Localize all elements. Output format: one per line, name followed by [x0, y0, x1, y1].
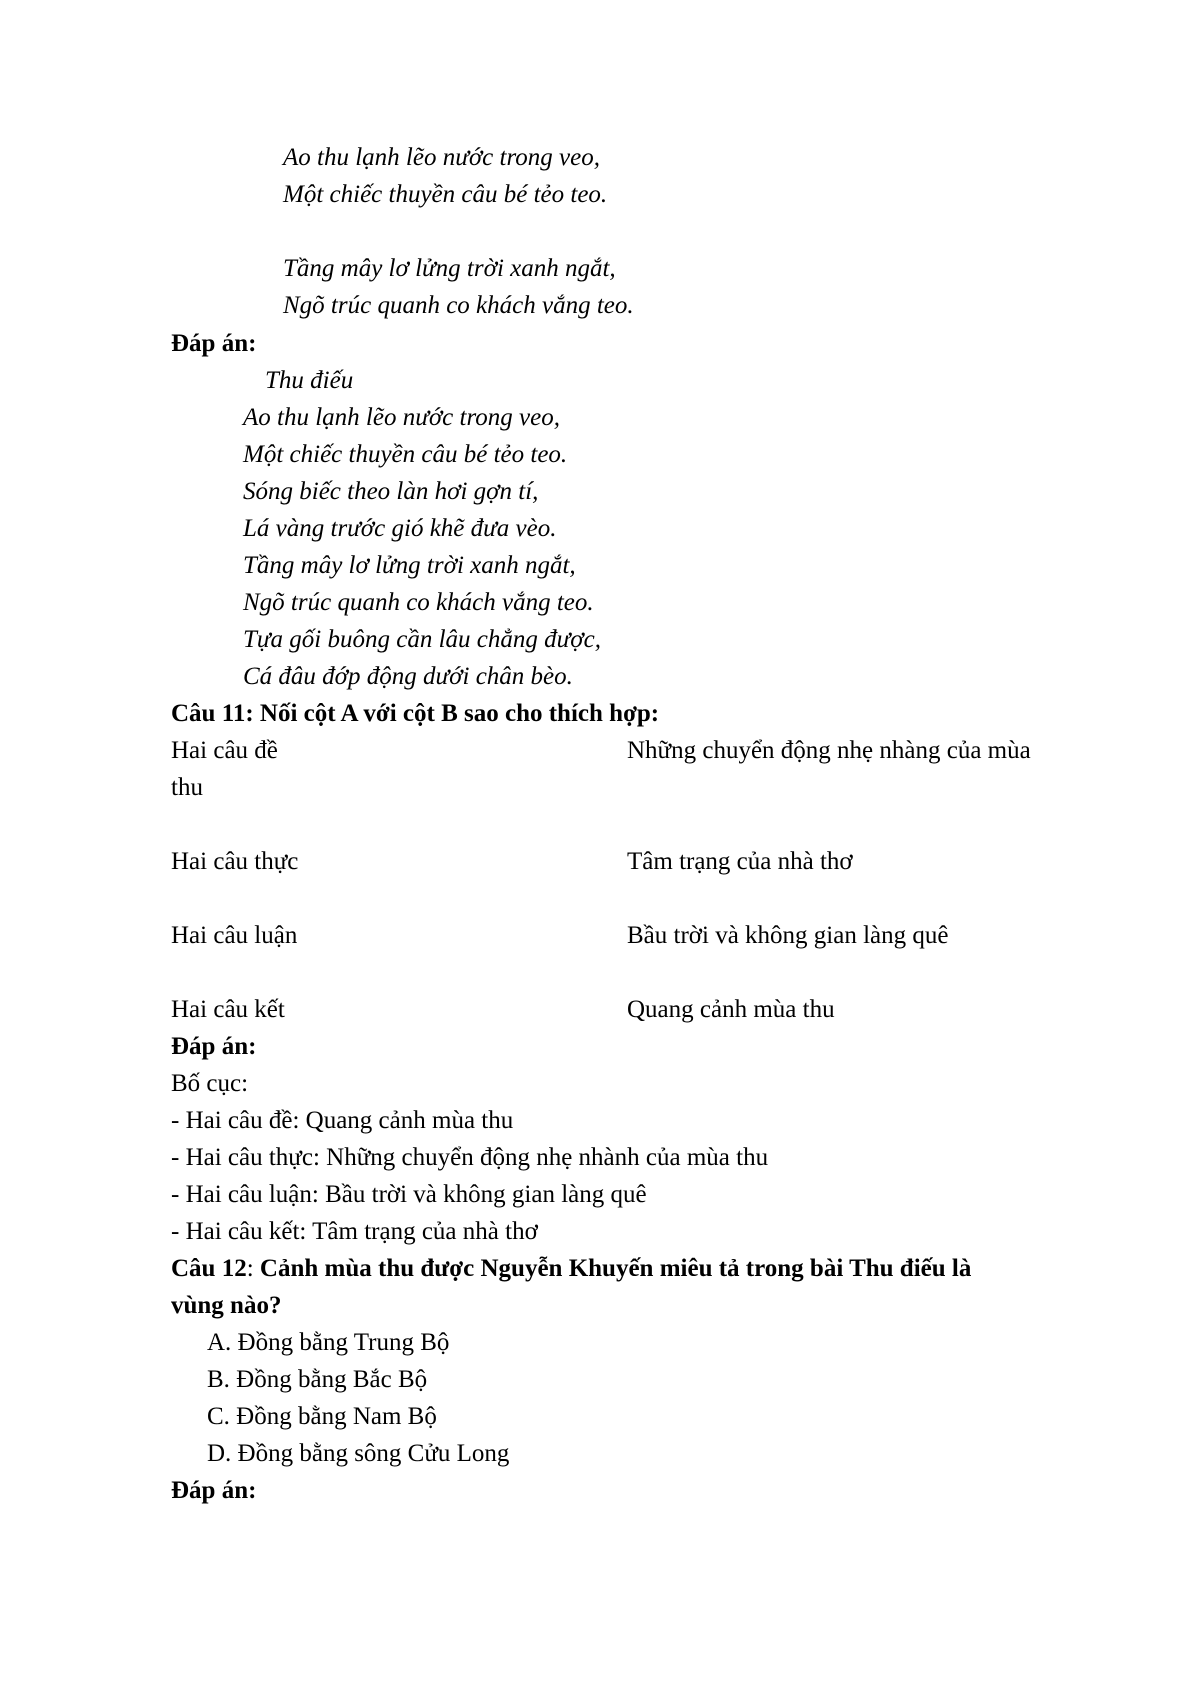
column-b-item: Bầu trời và không gian làng quê: [627, 922, 949, 949]
option-c: C. Đồng bằng Nam Bộ: [207, 1403, 437, 1430]
poem-line: Tầng mây lơ lửng trời xanh ngắt,: [283, 255, 616, 282]
poem-line: Tựa gối buông cần lâu chẳng được,: [243, 626, 601, 653]
answer-label: Đáp án:: [171, 1033, 257, 1060]
column-b-item-wrap: thu: [171, 774, 203, 801]
question-12: [171, 1254, 971, 1284]
answer-item: - Hai câu thực: Những chuyển động nhẹ nhành của mùa thu: [171, 1144, 769, 1171]
poem-line: Ao thu lạnh lẽo nước trong veo,: [283, 144, 600, 171]
question-separator: :: [246, 1255, 260, 1282]
column-a-item: Hai câu đề: [171, 737, 278, 764]
column-b-item: Những chuyển động nhẹ nhàng của mùa: [627, 737, 1031, 764]
poem-line: Một chiếc thuyền câu bé tẻo teo.: [283, 181, 608, 208]
answer-item: - Hai câu đề: Quang cảnh mùa thu: [171, 1107, 514, 1134]
question-text-wrap: vùng nào?: [171, 1292, 282, 1319]
poem-line: Sóng biếc theo làn hơi gợn tí,: [243, 478, 539, 505]
poem-line: Ao thu lạnh lẽo nước trong veo,: [243, 404, 560, 431]
answer-intro: Bố cục:: [171, 1070, 249, 1097]
poem-title: Thu điếu: [265, 367, 354, 394]
column-a-item: Hai câu kết: [171, 996, 285, 1023]
option-a: A. Đồng bằng Trung Bộ: [207, 1329, 450, 1356]
question-label: Câu 12: [171, 1255, 247, 1282]
column-b-item: Tâm trạng của nhà thơ: [627, 848, 853, 875]
option-d: D. Đồng bằng sông Cửu Long: [207, 1440, 510, 1467]
answer-item: - Hai câu luận: Bầu trời và không gian làng quê: [171, 1181, 647, 1208]
question-11: Câu 11: Nối cột A với cột B sao cho thích hợp:: [171, 700, 660, 727]
column-a-item: Hai câu luận: [171, 922, 298, 949]
column-a-item: Hai câu thực: [171, 848, 299, 875]
poem-line: Ngõ trúc quanh co khách vắng teo.: [283, 292, 634, 319]
answer-item: - Hai câu kết: Tâm trạng của nhà thơ: [171, 1218, 538, 1245]
question-text: Cảnh mùa thu được Nguyễn Khuyến miêu tả trong bài Thu điếu là: [259, 1255, 972, 1282]
column-b-item: Quang cảnh mùa thu: [627, 996, 835, 1023]
answer-label: Đáp án:: [171, 330, 257, 357]
poem-line: Tầng mây lơ lửng trời xanh ngắt,: [243, 552, 576, 579]
option-b: B. Đồng bằng Bắc Bộ: [207, 1366, 428, 1393]
poem-line: Lá vàng trước gió khẽ đưa vèo.: [243, 515, 557, 542]
poem-line: Cá đâu đớp động dưới chân bèo.: [243, 663, 573, 690]
answer-label: Đáp án:: [171, 1477, 257, 1504]
poem-line: Ngõ trúc quanh co khách vắng teo.: [243, 589, 594, 616]
poem-line: Một chiếc thuyền câu bé tẻo teo.: [243, 441, 568, 468]
